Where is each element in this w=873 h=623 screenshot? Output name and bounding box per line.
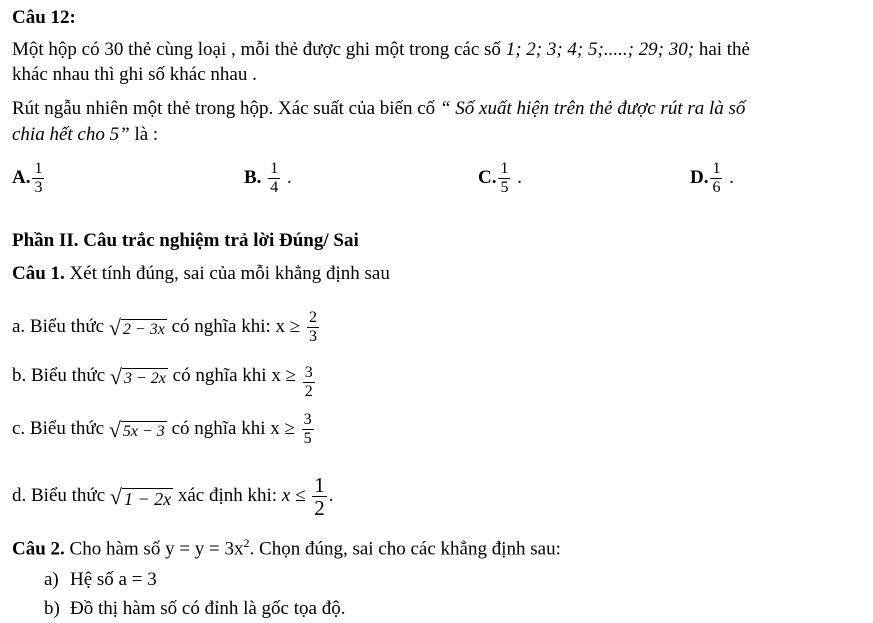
option-d: D. $\frac{1}{6}$ . [690,160,734,196]
option-c: C. $\frac{1}{5}$ . [478,160,522,196]
list-item: b) Đồ thị hàm số có đỉnh là gốc tọa độ. [44,598,346,619]
question-12-text-line1: Một hộp có 30 thẻ cùng loại , mỗi thẻ được ghi một trong các số 1; 2; 3; 4; 5;.....; 29; 30; hai thẻ [12,39,750,60]
list-item: a) Hệ số a = 3 [44,569,157,590]
option-d-fraction: $\frac{1}{6}$ [712,160,721,196]
statement-c: c. Biểu thức √ 5x − 3 có nghĩa khi x ≥ $\frac{3}{5}$ [12,411,312,447]
option-b-fraction: $\frac{1}{4}$ [270,160,279,196]
fraction-b: $\frac{3}{2}$ [304,364,313,400]
sqrt-expression-a: √ 2 − 3x [108,314,165,340]
question-12-event-line1: Rút ngẫu nhiên một thẻ trong hộp. Xác suất của biến cố “ Số xuất hiện trên thẻ được rút ra là số [12,98,746,119]
option-a-fraction: $\frac{1}{3}$ [34,160,43,196]
fraction-a: $\frac{2}{3}$ [308,309,317,345]
option-a: A. $\frac{1}{3}$ [12,160,43,196]
fraction-c: $\frac{3}{5}$ [303,411,312,447]
question-12-event-line2: chia hết cho 5” là : [12,124,159,145]
statement-d: d. Biểu thức √ 1 − 2x xác định khi: x ≤ $\frac{1}{2}$ . [12,473,334,520]
part-2-heading: Phần II. Câu trắc nghiệm trả lời Đúng/ Sai [12,230,359,251]
statement-b: b. Biểu thức √ 3 − 2x có nghĩa khi x ≥ $\frac{3}{2}$ [12,363,313,400]
statement-a: a. Biểu thức √ 2 − 3x có nghĩa khi: x ≥ $\frac{2}{3}$ [12,309,317,345]
number-list: 1; 2; 3; 4; 5;.....; 29; 30; [505,39,695,60]
sqrt-expression-b: √ 3 − 2x [109,363,166,389]
question-c2-line: Câu 2. Cho hàm số $y = y = 3x^2$. Chọn đúng, sai cho các khẳng định sau: [12,536,561,560]
option-c-fraction: $\frac{1}{5}$ [500,160,509,196]
option-b: B. $\frac{1}{4}$ . [244,160,292,196]
question-12-title: Câu 12: [12,7,76,28]
question-c1-title-line: Câu 1. Xét tính đúng, sai của mỗi khẳng định sau [12,263,390,284]
question-12-text-line2: khác nhau thì ghi số khác nhau . [12,64,257,85]
sqrt-expression-d: √ 1 − 2x [109,483,172,509]
fraction-d: $\frac{1}{2}$ [314,473,325,520]
sqrt-expression-c: √ 5x − 3 [108,416,165,442]
